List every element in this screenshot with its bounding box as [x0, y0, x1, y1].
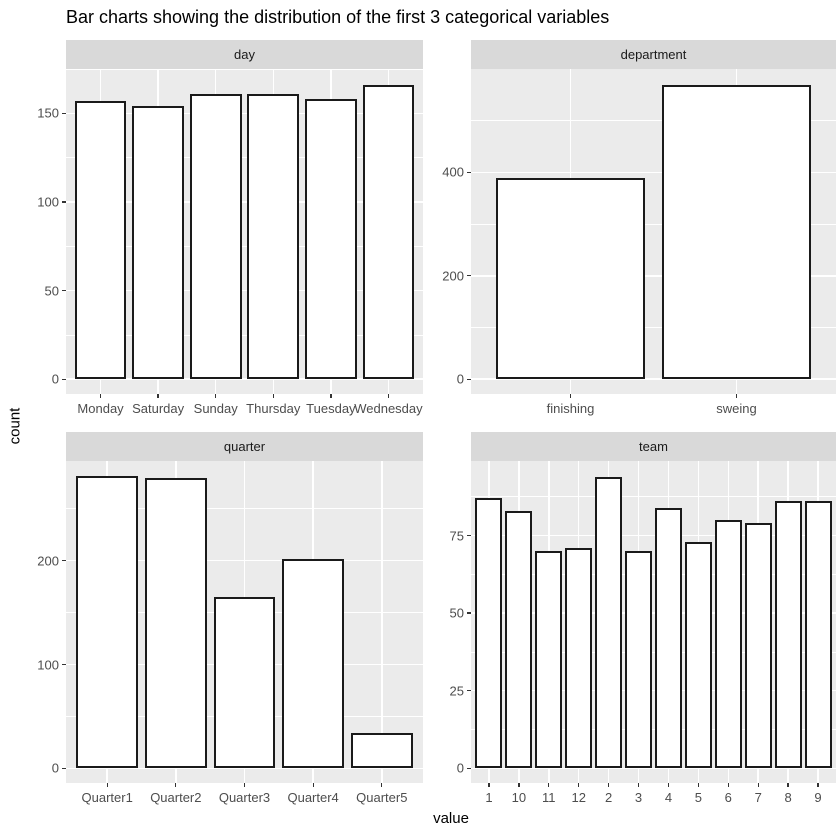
x-tick-mark — [244, 783, 245, 787]
x-tick-mark — [518, 783, 519, 787]
x-tick-label: 5 — [694, 790, 702, 805]
facet-strip-team — [471, 432, 836, 461]
bar-day-Thursday — [247, 94, 299, 379]
y-tick-mark — [62, 768, 66, 769]
x-tick-mark — [313, 783, 314, 787]
x-tick-label: 8 — [784, 790, 792, 805]
minor-gridline — [471, 496, 836, 497]
facet-department — [442, 40, 836, 420]
bar-quarter-Quarter3 — [214, 597, 276, 768]
x-tick-mark — [548, 783, 549, 787]
x-tick-mark — [157, 394, 158, 398]
x-tick-mark — [638, 783, 639, 787]
y-tick-label: 50 — [449, 605, 464, 621]
bar-day-Sunday — [190, 94, 242, 379]
bar-team-11 — [535, 551, 562, 768]
facet-panel-quarter — [66, 461, 423, 783]
x-tick-label: sweing — [716, 401, 757, 416]
x-tick-label: Quarter1 — [81, 790, 133, 805]
y-tick-mark — [467, 275, 471, 276]
x-tick-mark — [381, 783, 382, 787]
bar-day-Saturday — [132, 106, 184, 379]
x-tick-label: finishing — [546, 401, 595, 416]
bar-quarter-Quarter2 — [145, 478, 207, 769]
y-tick-mark — [467, 690, 471, 691]
y-tick-mark — [62, 560, 66, 561]
bar-team-7 — [745, 523, 772, 768]
x-tick-label: 11 — [542, 790, 556, 805]
x-tick-label: 6 — [724, 790, 732, 805]
bar-day-Tuesday — [305, 99, 357, 379]
y-tick-label: 0 — [51, 760, 59, 776]
x-tick-mark — [736, 394, 737, 398]
y-tick-label: 100 — [37, 194, 59, 210]
y-tick-label: 400 — [442, 164, 464, 180]
bar-team-6 — [715, 520, 742, 768]
facet-day — [37, 40, 423, 420]
x-tick-label: 4 — [664, 790, 673, 805]
x-tick-mark — [578, 783, 579, 787]
x-tick-label: Quarter4 — [287, 790, 339, 805]
y-tick-mark — [467, 172, 471, 173]
x-tick-label: Quarter2 — [150, 790, 202, 805]
x-tick-label: Saturday — [132, 401, 185, 416]
x-tick-mark — [273, 394, 274, 398]
y-tick-label: 0 — [456, 760, 464, 776]
bar-department-sweing — [662, 85, 811, 380]
y-tick-mark — [62, 379, 66, 380]
y-axis-title: count — [6, 407, 24, 445]
x-tick-mark — [817, 783, 818, 787]
y-tick-label: 200 — [37, 553, 59, 569]
x-tick-label: Thursday — [246, 401, 301, 416]
bar-team-10 — [505, 511, 532, 769]
facet-panel-day — [66, 69, 423, 394]
x-tick-label: 2 — [604, 790, 613, 805]
bar-quarter-Quarter1 — [76, 476, 138, 769]
y-tick-mark — [467, 379, 471, 380]
bar-team-2 — [595, 477, 622, 769]
y-tick-mark — [467, 612, 471, 613]
bar-day-Wednesday — [363, 85, 415, 379]
x-tick-label: 1 — [485, 790, 493, 805]
x-tick-label: 9 — [814, 790, 822, 805]
x-tick-mark — [388, 394, 389, 398]
bar-team-1 — [475, 498, 502, 768]
y-tick-mark — [62, 113, 66, 114]
y-tick-label: 0 — [456, 371, 464, 387]
x-tick-label: 12 — [571, 790, 586, 805]
x-tick-mark — [330, 394, 331, 398]
x-tick-label: Quarter3 — [218, 790, 271, 805]
facet-panel-team — [471, 461, 836, 783]
x-tick-mark — [787, 783, 788, 787]
y-tick-label: 100 — [37, 657, 59, 673]
x-tick-mark — [107, 783, 108, 787]
x-tick-mark — [758, 783, 759, 787]
facet-strip-department — [471, 40, 836, 69]
x-tick-mark — [175, 783, 176, 787]
facet-strip-quarter — [66, 432, 423, 461]
x-tick-label: 3 — [634, 790, 643, 805]
facet-strip-label: quarter — [223, 439, 266, 454]
bar-team-8 — [775, 501, 802, 768]
facet-quarter — [37, 432, 423, 807]
chart-title: Bar charts showing the distribution of the first 3 categorical variables — [66, 7, 610, 27]
bar-team-12 — [565, 548, 592, 768]
x-tick-label: Sunday — [193, 401, 238, 416]
facet-strip-label: department — [620, 47, 687, 62]
x-tick-label: Tuesday — [306, 401, 356, 416]
x-tick-label: 7 — [754, 790, 762, 805]
facet-strip-label: team — [639, 439, 668, 454]
bar-quarter-Quarter4 — [282, 559, 344, 769]
y-tick-label: 0 — [51, 371, 59, 387]
y-tick-mark — [467, 768, 471, 769]
y-tick-label: 75 — [449, 528, 464, 543]
bar-team-5 — [685, 542, 712, 769]
y-tick-label: 150 — [37, 105, 59, 121]
bar-department-finishing — [496, 178, 645, 380]
x-tick-mark — [698, 783, 699, 787]
x-tick-label: Wednesday — [354, 401, 423, 416]
x-tick-mark — [100, 394, 101, 398]
x-axis-title: value — [433, 810, 469, 827]
y-tick-mark — [62, 290, 66, 291]
bar-team-3 — [625, 551, 652, 768]
x-tick-label: 10 — [511, 790, 527, 805]
x-tick-mark — [215, 394, 216, 398]
y-tick-mark — [62, 664, 66, 665]
y-tick-label: 200 — [442, 268, 464, 284]
x-tick-mark — [668, 783, 669, 787]
bar-quarter-Quarter5 — [351, 733, 413, 768]
y-tick-mark — [467, 535, 471, 536]
facet-strip-day — [66, 40, 423, 69]
bar-team-9 — [805, 501, 832, 768]
x-tick-label: Quarter5 — [356, 790, 408, 805]
y-tick-label: 25 — [449, 683, 464, 699]
facet-strip-label: day — [234, 47, 255, 62]
facet-panel-department — [471, 69, 836, 394]
x-tick-label: Monday — [77, 401, 124, 416]
y-tick-label: 50 — [44, 283, 59, 299]
x-tick-mark — [570, 394, 571, 398]
bar-day-Monday — [75, 101, 127, 379]
x-tick-mark — [728, 783, 729, 787]
x-tick-mark — [488, 783, 489, 787]
y-tick-mark — [62, 201, 66, 202]
facet-team — [449, 432, 836, 807]
x-tick-mark — [608, 783, 609, 787]
bar-team-4 — [655, 508, 682, 769]
